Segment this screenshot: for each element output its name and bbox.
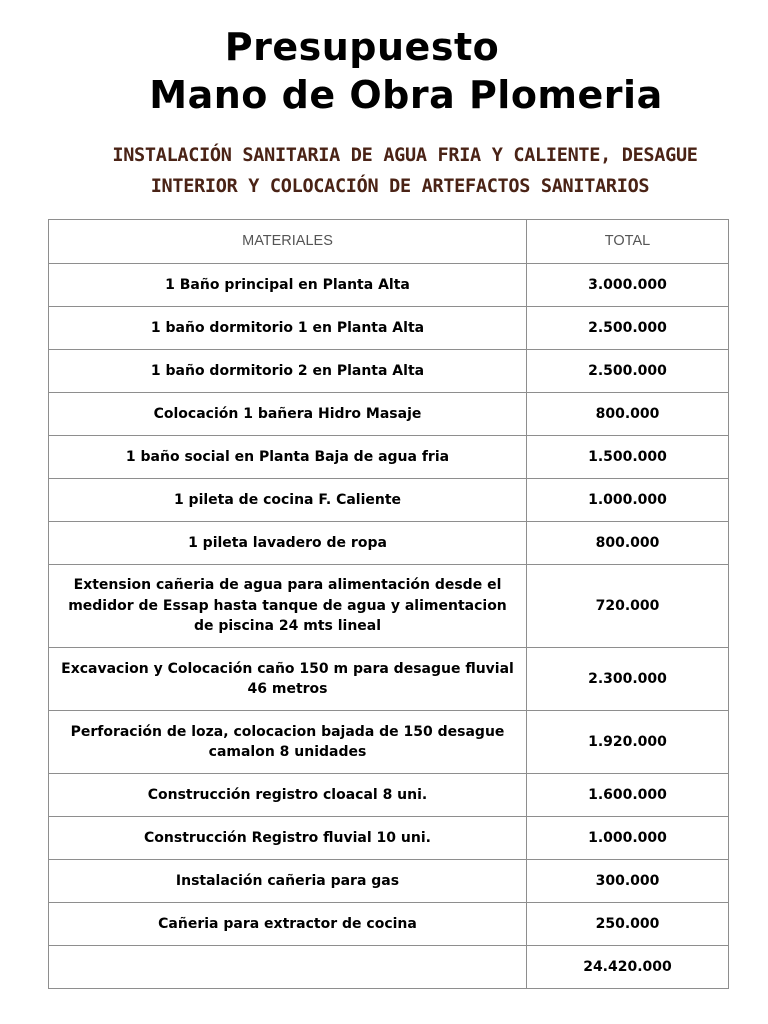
grand-total-cell: 24.420.000 [527, 946, 729, 989]
item-cell: Construcción registro cloacal 8 uni. [49, 774, 527, 817]
total-cell: 1.500.000 [527, 436, 729, 479]
page-subtitle-line2: INTERIOR Y COLOCACIÓN DE ARTEFACTOS SANITARIOS [150, 176, 650, 197]
item-cell: Colocación 1 bañera Hidro Masaje [49, 393, 527, 436]
item-cell: Perforación de loza, colocacion bajada de 150 desague camalon 8 unidades [49, 711, 527, 774]
table-row [49, 565, 729, 648]
item-cell: Cañeria para extractor de cocina [49, 903, 527, 946]
column-header-total: TOTAL [527, 220, 729, 264]
page-title-line2: Mano de Obra Plomeria [149, 73, 663, 117]
total-cell: 300.000 [527, 860, 729, 903]
item-cell: 1 baño social en Planta Baja de agua fria [49, 436, 527, 479]
total-cell: 720.000 [527, 565, 729, 648]
table-row [49, 817, 729, 860]
grand-total-label-cell [49, 946, 527, 989]
total-cell: 3.000.000 [527, 264, 729, 307]
table-row [49, 903, 729, 946]
total-cell: 1.000.000 [527, 479, 729, 522]
item-cell: Instalación cañeria para gas [49, 860, 527, 903]
total-cell: 250.000 [527, 903, 729, 946]
item-cell: Excavacion y Colocación caño 150 m para desague fluvial 46 metros [49, 648, 527, 711]
table-row [49, 350, 729, 393]
table-row [49, 307, 729, 350]
grand-total-row [49, 946, 729, 989]
item-cell: 1 baño dormitorio 2 en Planta Alta [49, 350, 527, 393]
total-cell: 800.000 [527, 393, 729, 436]
item-cell: 1 pileta lavadero de ropa [49, 522, 527, 565]
table-row [49, 436, 729, 479]
table-row [49, 711, 729, 774]
table-row [49, 522, 729, 565]
item-cell: 1 baño dormitorio 1 en Planta Alta [49, 307, 527, 350]
total-cell: 1.920.000 [527, 711, 729, 774]
page-title-line1: Presupuesto [224, 25, 500, 69]
page-subtitle-line1: INSTALACIÓN SANITARIA DE AGUA FRIA Y CALIENTE, DESAGUE [112, 145, 698, 166]
table-row [49, 264, 729, 307]
item-cell: Construcción Registro fluvial 10 uni. [49, 817, 527, 860]
total-cell: 1.600.000 [527, 774, 729, 817]
table-row [49, 774, 729, 817]
table-header-row [49, 220, 729, 264]
table-row [49, 860, 729, 903]
table-row [49, 648, 729, 711]
total-cell: 2.500.000 [527, 350, 729, 393]
column-header-materials: MATERIALES [49, 220, 527, 264]
item-cell: 1 pileta de cocina F. Caliente [49, 479, 527, 522]
table-row [49, 479, 729, 522]
budget-table [48, 219, 729, 989]
total-cell: 800.000 [527, 522, 729, 565]
total-cell: 2.500.000 [527, 307, 729, 350]
total-cell: 1.000.000 [527, 817, 729, 860]
total-cell: 2.300.000 [527, 648, 729, 711]
table-row [49, 393, 729, 436]
item-cell: 1 Baño principal en Planta Alta [49, 264, 527, 307]
item-cell: Extension cañeria de agua para alimentación desde el medidor de Essap hasta tanque de agua y alimentacion de piscina 24 mts lineal [49, 565, 527, 648]
